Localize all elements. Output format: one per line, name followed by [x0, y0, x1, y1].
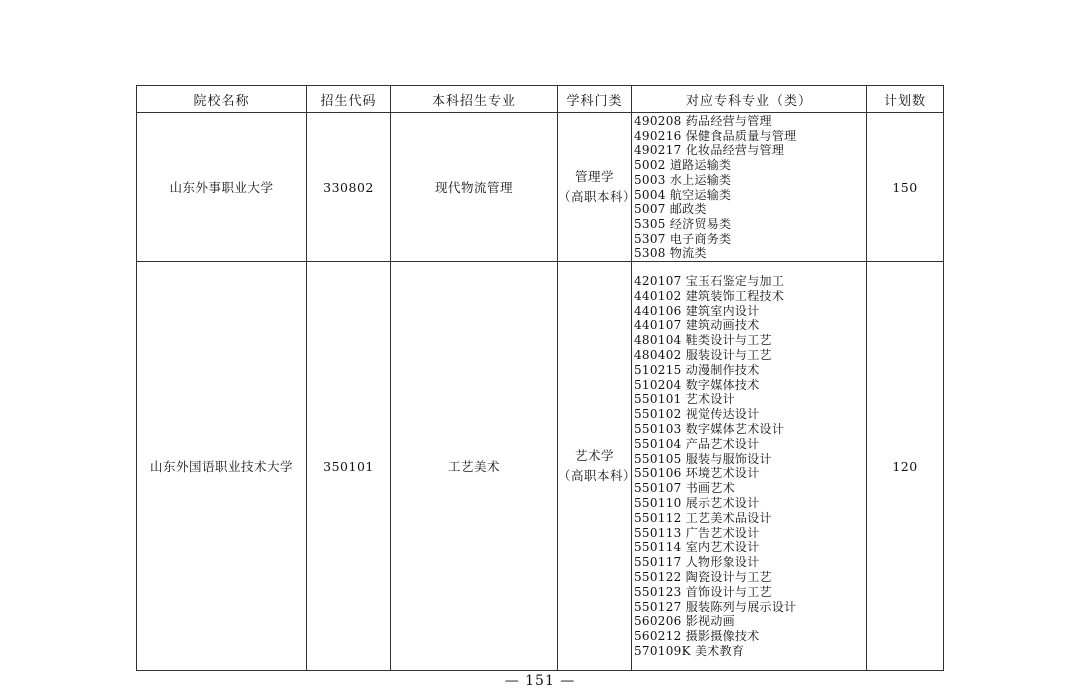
header-plan-count: 计划数: [867, 86, 944, 113]
specialty-item: 440102 建筑装饰工程技术: [634, 288, 785, 303]
specialty-item: 440106 建筑室内设计: [634, 303, 760, 318]
specialty-list: [634, 114, 866, 261]
specialty-item: 510215 动漫制作技术: [634, 362, 760, 377]
page-number: — 151 —: [504, 673, 576, 689]
header-school-name: 院校名称: [137, 86, 307, 113]
specialty-item: 5002 道路运输类: [634, 158, 732, 173]
specialty-item: 550114 室内艺术设计: [634, 540, 760, 555]
specialty-item: 550106 环境艺术设计: [634, 466, 760, 481]
category-level: （高职本科）: [558, 468, 637, 484]
specialty-item: 550107 书画艺术: [634, 481, 735, 496]
plan-count-cell: 150: [867, 113, 944, 262]
specialty-item: 480402 服装设计与工艺: [634, 348, 772, 363]
specialty-item: 550103 数字媒体艺术设计: [634, 422, 785, 436]
specialty-item: 510204 数字媒体技术: [634, 377, 760, 392]
major-cell: 工艺美术: [391, 262, 558, 671]
header-row: [137, 86, 944, 113]
category-level: （高职本科）: [558, 189, 637, 205]
specialty-item: 550122 陶瓷设计与工艺: [634, 569, 772, 584]
header-discipline-category: 学科门类: [558, 86, 632, 113]
specialty-item: 560212 摄影摄像技术: [634, 629, 760, 644]
header-enrollment-code: 招生代码: [307, 86, 391, 113]
specialty-item: 550110 展示艺术设计: [634, 495, 760, 510]
school-name-cell: 山东外事职业大学: [137, 113, 307, 262]
enrollment-code-cell: 330802: [307, 113, 391, 262]
table-row: [137, 113, 944, 262]
specialty-item: 550113 广告艺术设计: [634, 525, 760, 540]
specialty-item: 5003 水上运输类: [634, 172, 732, 187]
specialty-item: 550105 服装与服饰设计: [634, 451, 772, 466]
specialty-item: 550127 服装陈列与展示设计: [634, 599, 797, 614]
discipline-category-cell: [558, 113, 637, 262]
discipline-category-cell: [558, 262, 637, 671]
specialty-item: 490208 药品经营与管理: [634, 114, 772, 128]
header-corresponding-specialties: 对应专科专业（类）: [632, 86, 867, 113]
specialty-item: 5007 邮政类: [634, 202, 707, 217]
specialty-item: 550112 工艺美术品设计: [634, 510, 772, 525]
specialty-item: 5307 电子商务类: [634, 231, 732, 246]
category-name: 艺术学: [574, 448, 614, 464]
enrollment-plan-table: [136, 85, 944, 671]
specialty-item: 5308 物流类: [634, 246, 707, 261]
specialty-item: 550123 首饰设计与工艺: [634, 584, 772, 599]
plan-count-cell: 120: [867, 262, 944, 671]
specialty-item: 5305 经济贸易类: [634, 216, 732, 231]
enrollment-code-cell: 350101: [307, 262, 391, 671]
specialty-item: 570109K 美术教育: [634, 643, 745, 658]
specialty-item: 440107 建筑动画技术: [634, 318, 760, 333]
specialties-cell: [632, 113, 867, 262]
specialties-cell: [632, 262, 867, 671]
category-name: 管理学: [574, 169, 614, 185]
table-row: [137, 262, 944, 671]
specialty-item: 490217 化妆品经营与管理: [634, 143, 785, 158]
specialty-item: 550117 人物形象设计: [634, 555, 760, 570]
specialty-item: 5004 航空运输类: [634, 187, 732, 202]
specialty-item: 420107 宝玉石鉴定与加工: [634, 274, 785, 289]
header-undergraduate-major: 本科招生专业: [391, 86, 558, 113]
specialty-item: 550101 艺术设计: [634, 392, 735, 407]
specialty-list: [634, 274, 866, 659]
school-name-cell: 山东外国语职业技术大学: [137, 262, 307, 671]
specialty-item: 550104 产品艺术设计: [634, 436, 760, 451]
specialty-item: 560206 影视动画: [634, 614, 735, 629]
major-cell: 现代物流管理: [391, 113, 558, 262]
specialty-item: 480104 鞋类设计与工艺: [634, 333, 772, 348]
specialty-item: 550102 视觉传达设计: [634, 407, 760, 422]
specialty-item: 490216 保健食品质量与管理: [634, 128, 797, 143]
